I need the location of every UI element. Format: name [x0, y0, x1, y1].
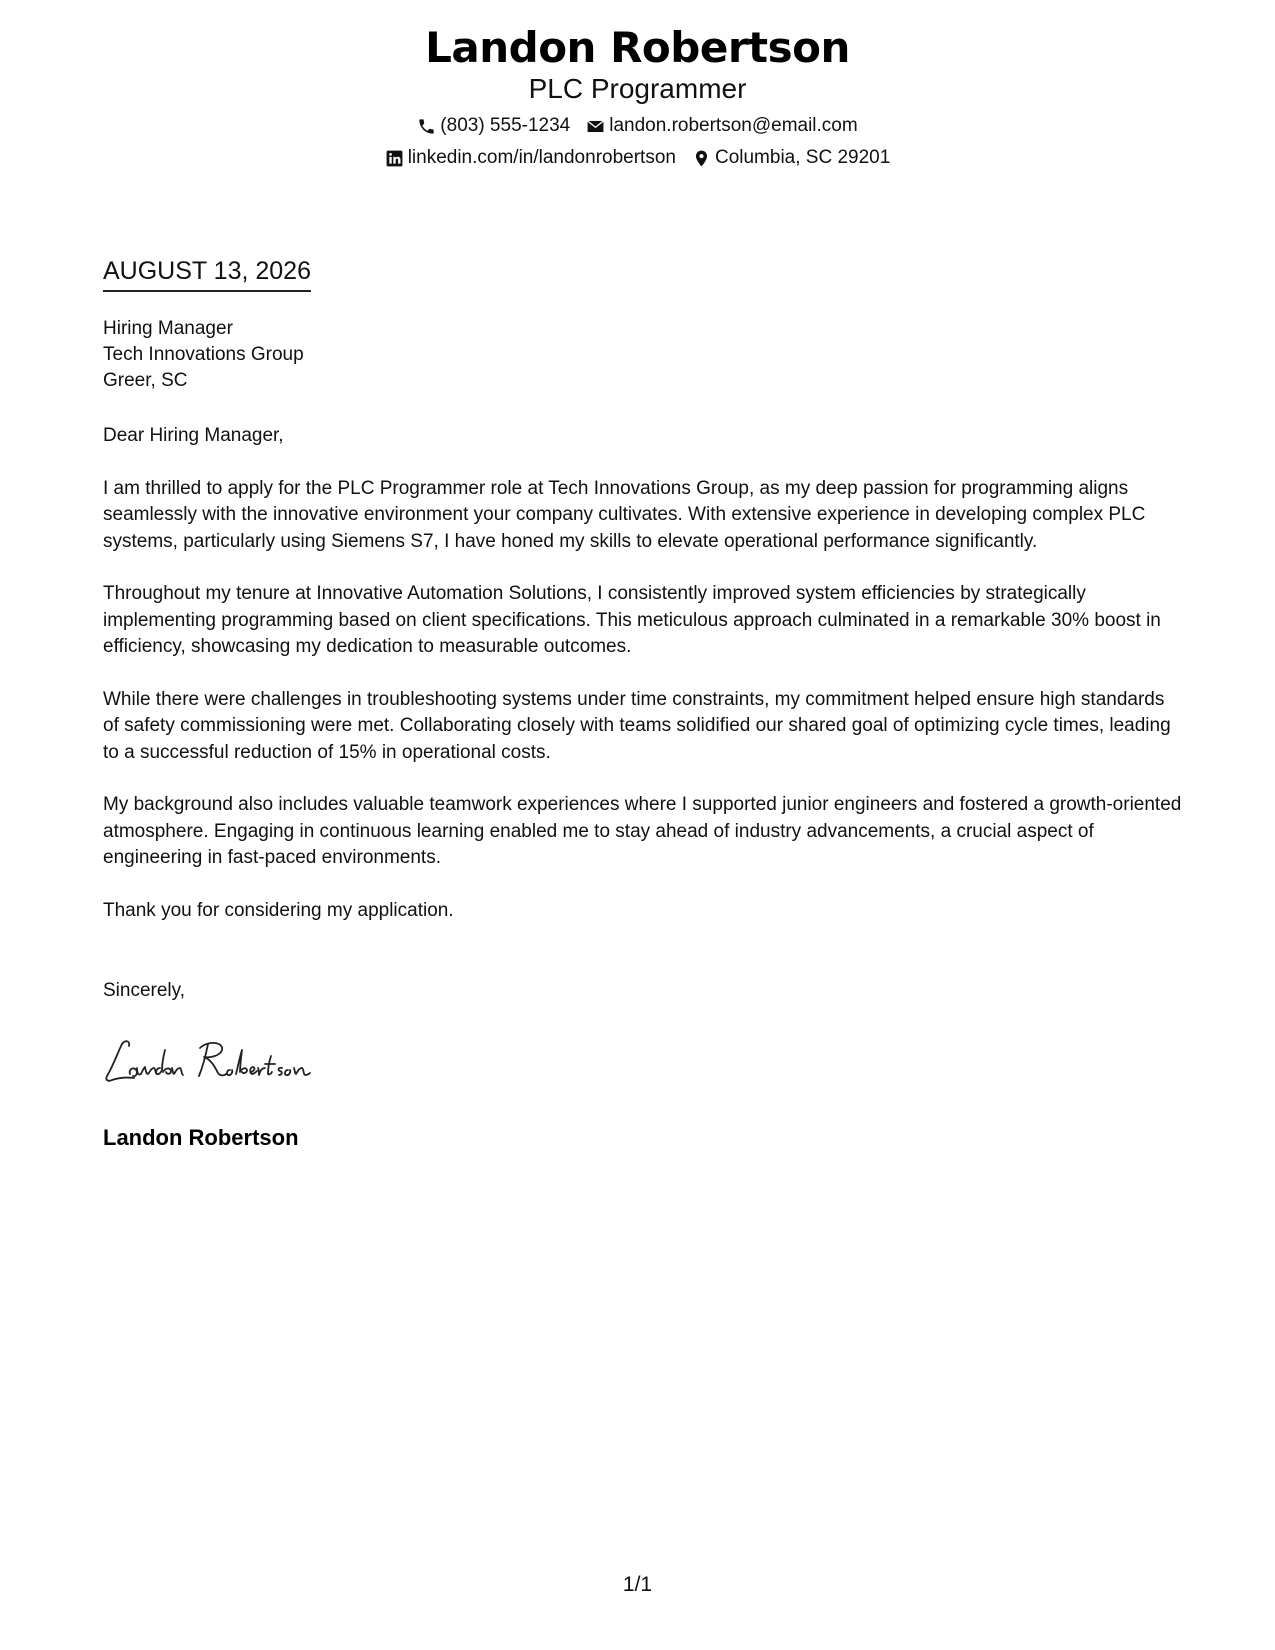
phone-icon — [417, 117, 436, 136]
letter-body — [103, 423, 1183, 950]
linkedin-icon — [385, 149, 404, 168]
recipient-title: Hiring Manager — [103, 318, 233, 339]
phone-text: (803) 555-1234 — [440, 115, 571, 136]
email-text: landon.robertson@email.com — [609, 115, 858, 136]
body-paragraph-3: While there were challenges in troubleshooting systems under time constraints, my commitment helped ensure high standards of safety commissioning were met. Collaborating closely with teams solidified our shared goal of optimizing cycle times, leading to a successful reduction of 15% in operational costs. — [103, 688, 1171, 763]
signer-name: Landon Robertson — [103, 1125, 299, 1150]
letter-date: AUGUST 13, 2026 — [103, 256, 311, 292]
map-marker-icon — [692, 149, 711, 168]
envelope-icon — [586, 117, 605, 136]
applicant-role: PLC Programmer — [528, 73, 747, 104]
contact-email[interactable] — [586, 114, 857, 138]
contact-row-primary — [0, 114, 1275, 138]
body-paragraph-2: Throughout my tenure at Innovative Automation Solutions, I consistently improved system efficiencies by strategically implementing programming based on client specifications. This meticulous approach culminated in a remarkable 30% boost in efficiency, showcasing my dedication to measurable outcomes. — [103, 583, 1161, 657]
contact-location — [692, 146, 890, 170]
salutation: Dear Hiring Manager, — [103, 425, 284, 446]
letter-header — [0, 22, 1275, 170]
contact-row-secondary — [0, 146, 1275, 170]
location-text: Columbia, SC 29201 — [714, 147, 891, 168]
applicant-name: Landon Robertson — [425, 23, 850, 72]
handwritten-signature — [100, 1030, 370, 1090]
body-paragraph-5: Thank you for considering my application. — [103, 899, 454, 921]
body-paragraph-1: I am thrilled to apply for the PLC Programmer role at Tech Innovations Group, as my deep passion for programming aligns seamlessly with the innovative environment your company cultivates. With extensive experience in developing complex PLC systems, particularly using Siemens S7, I have honed my skills to elevate operational performance significantly. — [103, 477, 1146, 552]
body-paragraph-4: My background also includes valuable teamwork experiences where I supported junior engineers and fostered a growth-oriented atmosphere. Engaging in continuous learning enabled me to stay ahead of industry advancements, a crucial aspect of engineering in fast-paced environments. — [103, 794, 1182, 868]
recipient-block — [103, 316, 304, 394]
closing: Sincerely, — [103, 980, 186, 1001]
recipient-location: Greer, SC — [103, 370, 188, 391]
page-number: 1/1 — [622, 1573, 653, 1596]
linkedin-text: linkedin.com/in/landonrobertson — [407, 147, 676, 168]
contact-linkedin[interactable] — [385, 146, 676, 170]
recipient-company: Tech Innovations Group — [103, 344, 304, 365]
contact-phone[interactable] — [417, 114, 570, 138]
